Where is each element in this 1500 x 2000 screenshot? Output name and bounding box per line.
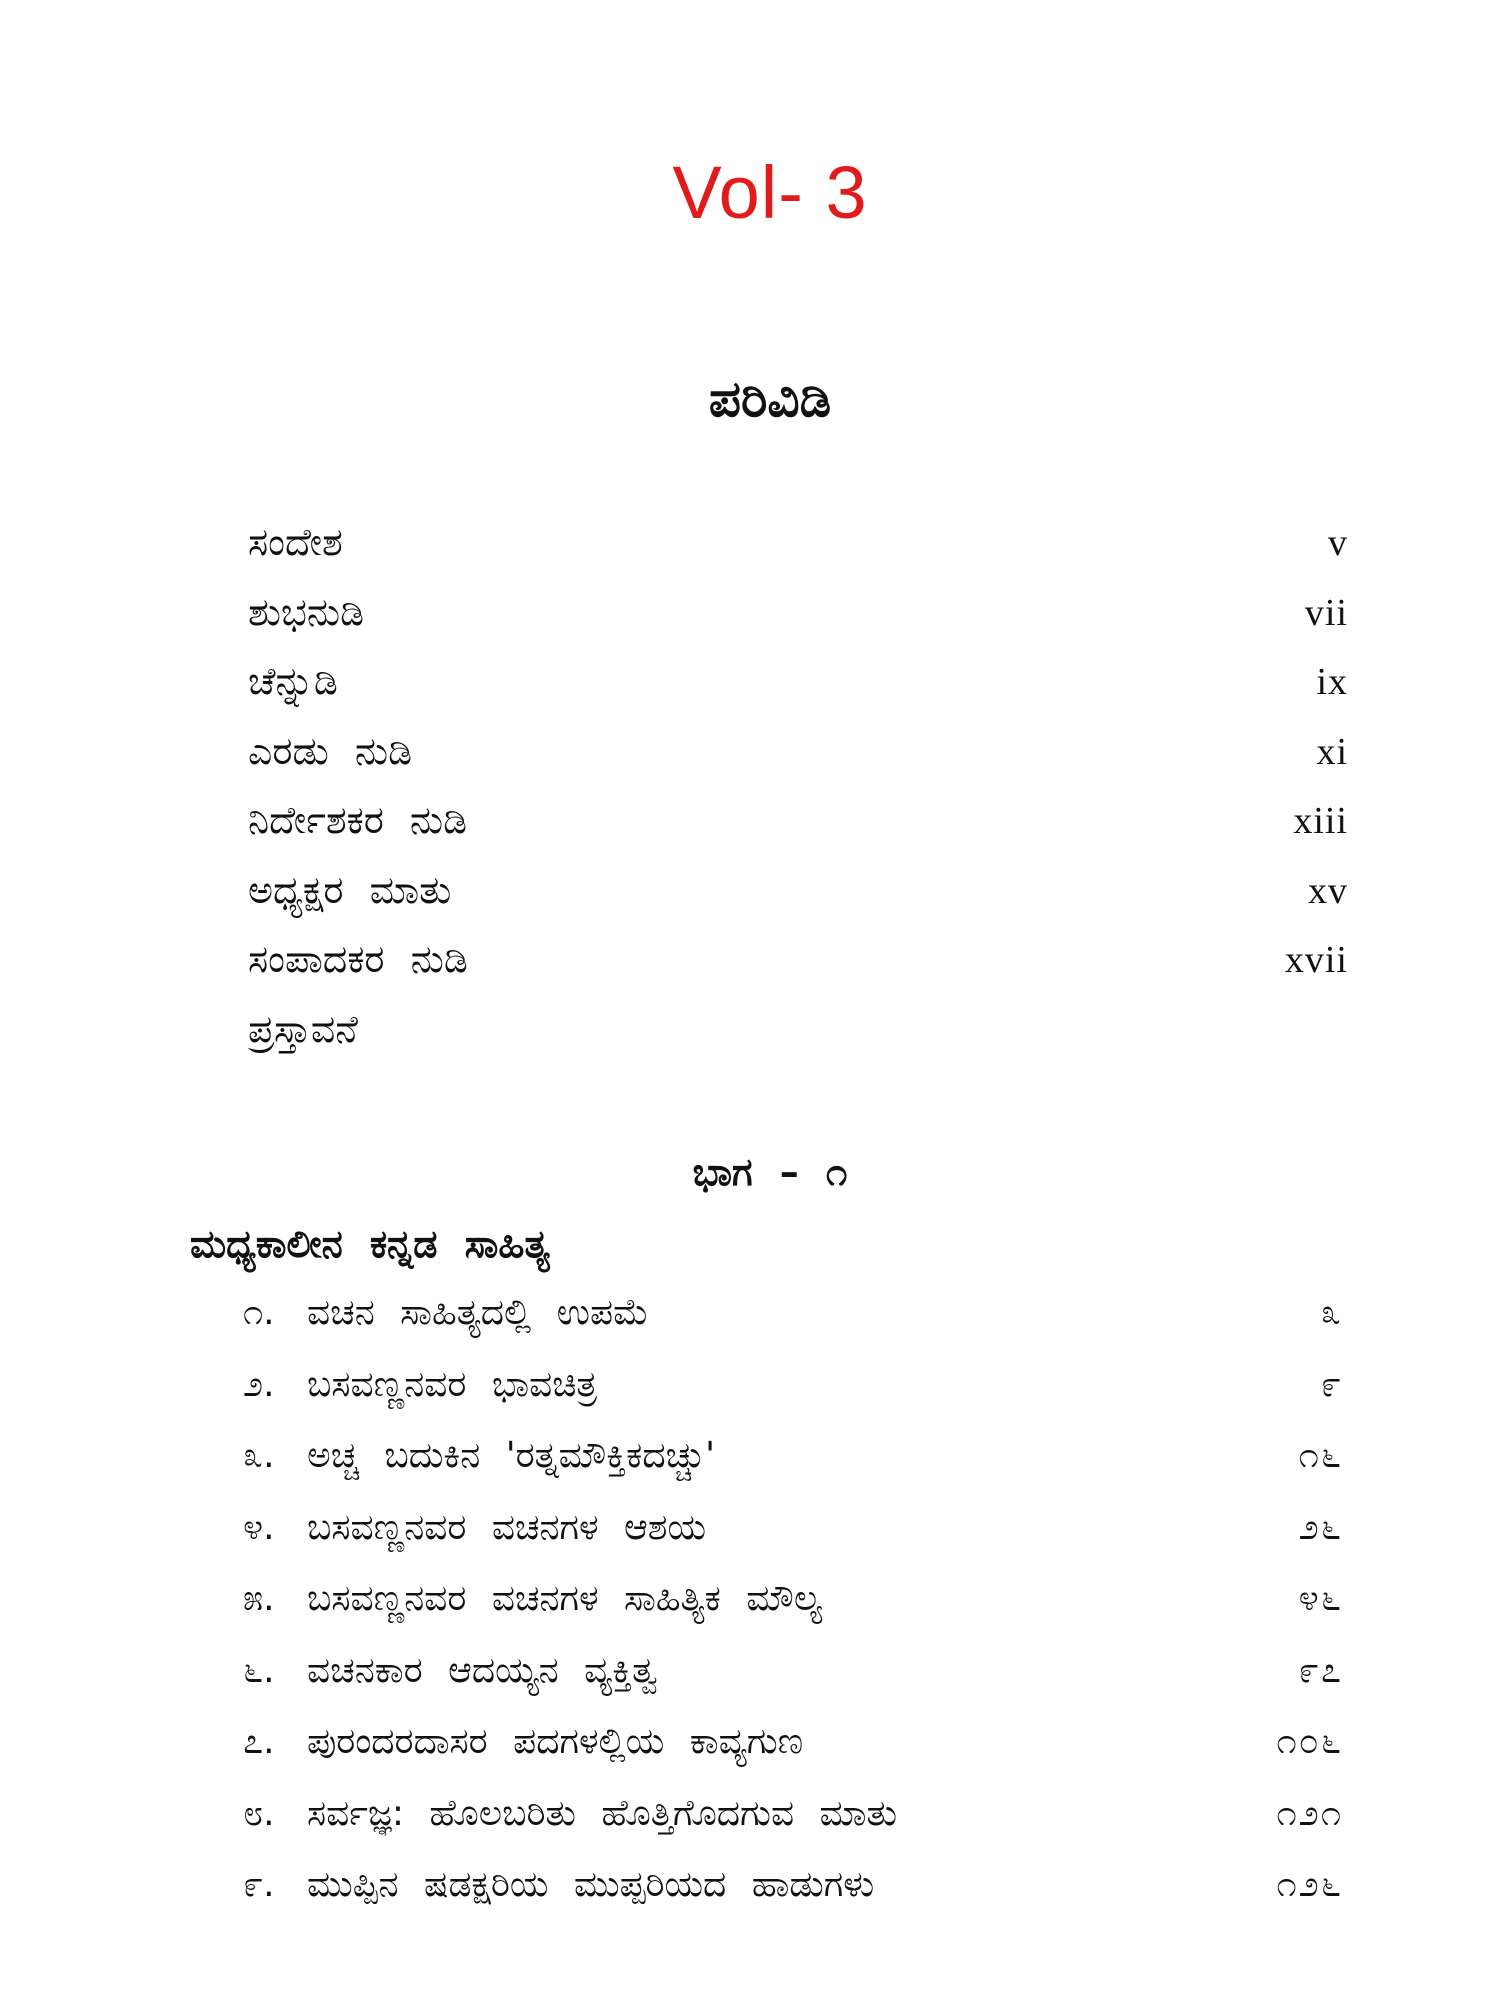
toc-entry-title: ಎರಡು ನುಡಿ	[248, 728, 413, 773]
chapter-number: ೭.	[243, 1721, 275, 1762]
chapter-number: ೬.	[243, 1649, 275, 1691]
table-of-contents-heading: ಪರಿವಿಡಿ	[708, 370, 832, 428]
toc-entry-title: ನಿರ್ದೇಶಕರ ನುಡಿ	[248, 798, 468, 842]
toc-entry	[248, 798, 1348, 868]
chapter-page: ೧೨೧	[1276, 1792, 1343, 1834]
chapter-number: ೯.	[243, 1864, 275, 1905]
toc-entry-page: xvii	[1284, 939, 1348, 981]
chapter-page: ೩	[1320, 1292, 1343, 1333]
chapter-page: ೪೬	[1298, 1578, 1343, 1619]
chapter-entry-left	[243, 1292, 649, 1334]
chapter-page: ೯	[1320, 1363, 1343, 1405]
chapter-entry	[243, 1292, 1343, 1364]
toc-entry-page: xv	[1308, 869, 1348, 912]
chapter-entry	[243, 1435, 1343, 1507]
chapter-entry	[243, 1578, 1343, 1650]
chapter-number: ೫.	[243, 1578, 275, 1619]
chapter-number: ೩.	[243, 1435, 275, 1476]
chapter-page: ೧೨೬	[1276, 1864, 1343, 1905]
chapter-entry-left	[243, 1650, 658, 1692]
volume-label: Vol- 3	[672, 151, 868, 234]
chapter-title: ವಚನ ಸಾಹಿತ್ಯದಲ್ಲಿ ಉಪಮೆ	[307, 1292, 649, 1333]
chapter-title: ಬಸವಣ್ಣನವರ ಭಾವಚಿತ್ರ	[307, 1363, 598, 1405]
toc-entry	[248, 868, 1348, 938]
chapter-entry-left	[243, 1721, 803, 1763]
toc-entry-title: ಸಂದೇಶ	[248, 520, 343, 564]
chapter-number: ೧.	[243, 1292, 275, 1333]
toc-entry	[248, 590, 1348, 660]
chapter-page: ೧೦೬	[1276, 1721, 1343, 1762]
chapter-entry	[243, 1721, 1343, 1793]
toc-entry	[248, 1007, 1348, 1077]
chapter-entry-left	[243, 1364, 597, 1406]
chapter-page: ೧೬	[1298, 1435, 1343, 1476]
chapter-title: ಬಸವಣ್ಣನವರ ವಚನಗಳ ಸಾಹಿತ್ಯಿಕ ಮೌಲ್ಯ	[307, 1578, 823, 1619]
chapter-entry	[243, 1507, 1343, 1579]
chapter-entry-left	[243, 1793, 897, 1835]
section-heading: ಮಧ್ಯಕಾಲೀನ ಕನ್ನಡ ಸಾಹಿತ್ಯ	[190, 1222, 550, 1266]
chapter-title: ಬಸವಣ್ಣನವರ ವಚನಗಳ ಆಶಯ	[307, 1506, 707, 1548]
chapter-entry	[243, 1793, 1343, 1865]
toc-entry-title: ಅಧ್ಯಕ್ಷರ ಮಾತು	[248, 867, 452, 912]
chapter-list	[243, 1292, 1343, 1936]
chapter-page: ೨೬	[1298, 1506, 1343, 1548]
toc-entry-page: v	[1328, 522, 1348, 564]
toc-entry-page: vii	[1304, 591, 1348, 634]
chapter-entry	[243, 1650, 1343, 1722]
chapter-entry-left	[243, 1435, 715, 1477]
toc-entry-title: ಪ್ರಸ್ತಾವನೆ	[248, 1006, 358, 1051]
toc-entry-title: ಶುಭನುಡಿ	[248, 589, 365, 634]
chapter-title: ವಚನಕಾರ ಆದಯ್ಯನ ವ್ಯಕ್ತಿತ್ವ	[307, 1649, 658, 1691]
chapter-entry	[243, 1364, 1343, 1436]
chapter-page: ೯೭	[1298, 1649, 1343, 1691]
toc-entry	[248, 729, 1348, 799]
toc-entry-title: ಸಂಪಾದಕರ ನುಡಿ	[248, 937, 468, 981]
toc-entry	[248, 520, 1348, 590]
chapter-title: ಅಚ್ಚ ಬದುಕಿನ 'ರತ್ನಮೌಕ್ತಿಕದಚ್ಚು'	[307, 1435, 716, 1476]
toc-entry-page: xiii	[1293, 800, 1348, 842]
chapter-entry	[243, 1864, 1343, 1936]
chapter-title: ಮುಪ್ಪಿನ ಷಡಕ್ಷರಿಯ ಮುಪ್ಪರಿಯದ ಹಾಡುಗಳು	[307, 1864, 875, 1905]
chapter-number: ೮.	[243, 1792, 275, 1834]
toc-entry-page: ix	[1316, 661, 1348, 703]
chapter-title: ಪುರಂದರದಾಸರ ಪದಗಳಲ್ಲಿಯ ಕಾವ್ಯಗುಣ	[307, 1721, 804, 1762]
front-matter-list	[248, 520, 1348, 1076]
toc-entry	[248, 659, 1348, 729]
chapter-entry-left	[243, 1864, 874, 1906]
chapter-number: ೨.	[243, 1363, 275, 1405]
chapter-entry-left	[243, 1507, 706, 1549]
chapter-number: ೪.	[243, 1506, 275, 1548]
chapter-entry-left	[243, 1578, 822, 1620]
toc-entry	[248, 937, 1348, 1007]
part-heading: ಭಾಗ – ೧	[692, 1150, 848, 1194]
toc-entry-page: xi	[1316, 730, 1348, 773]
chapter-title: ಸರ್ವಜ್ಞ: ಹೊಲಬರಿತು ಹೊತ್ತಿಗೊದಗುವ ಮಾತು	[307, 1792, 898, 1834]
toc-entry-title: ಚೆನ್ನುಡಿ	[248, 659, 338, 703]
